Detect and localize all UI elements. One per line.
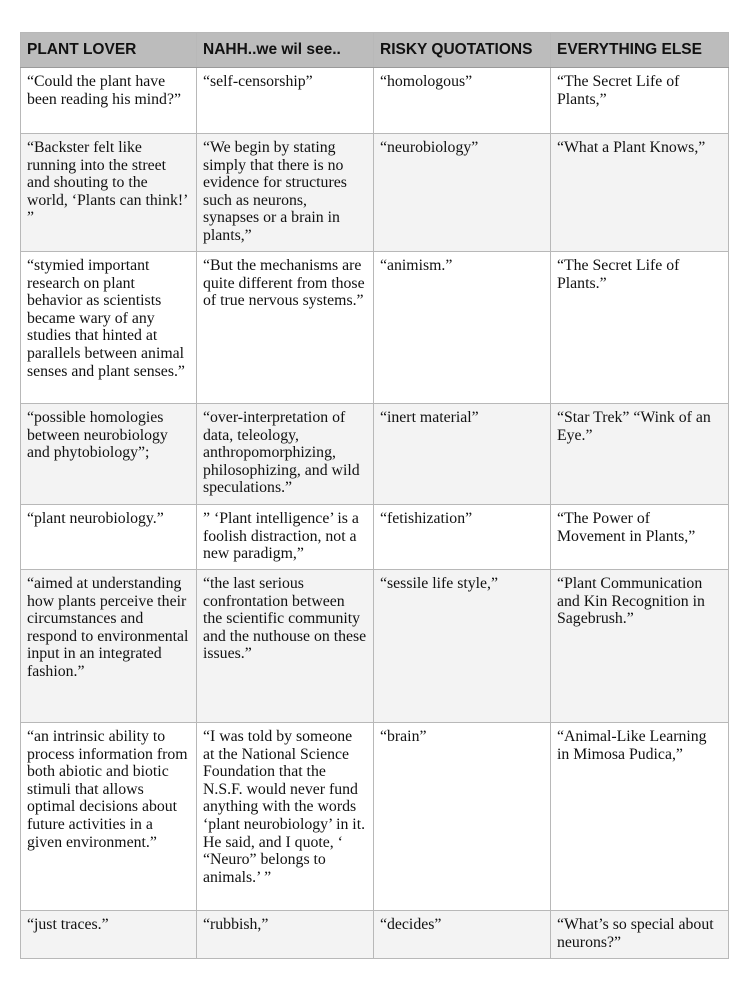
table-cell: “just traces.” — [21, 911, 197, 959]
table-row — [21, 252, 729, 404]
table-cell: “neurobiology” — [374, 134, 551, 252]
table-cell: “Could the plant have been reading his mind?” — [21, 68, 197, 134]
table-cell: “stymied important research on plant behavior as scientists became wary of any studies that hinted at parallels between animal senses and plant senses.” — [21, 252, 197, 404]
table-cell: “The Secret Life of Plants.” — [551, 252, 729, 404]
table-cell: “The Secret Life of Plants,” — [551, 68, 729, 134]
table-cell: “sessile life style,” — [374, 570, 551, 723]
table-row — [21, 723, 729, 911]
table-row — [21, 505, 729, 570]
table-cell: “Plant Communication and Kin Recognition in Sagebrush.” — [551, 570, 729, 723]
column-header-risky-quotations: RISKY QUOTATIONS — [374, 33, 551, 68]
table-cell: “aimed at understanding how plants perceive their circumstances and respond to environmental input in an integrated fashion.” — [21, 570, 197, 723]
table-cell: “fetishization” — [374, 505, 551, 570]
table-cell: “the last serious confrontation between the scientific community and the nuthouse on these issues.” — [197, 570, 374, 723]
table-cell: “The Power of Movement in Plants,” — [551, 505, 729, 570]
table-cell: “rubbish,” — [197, 911, 374, 959]
table-cell: “an intrinsic ability to process information from both abiotic and biotic stimuli that allows optimal decisions about future activities in a given environment.” — [21, 723, 197, 911]
table-row — [21, 911, 729, 959]
quotations-table — [20, 32, 729, 959]
column-header-everything-else: EVERYTHING ELSE — [551, 33, 729, 68]
table-cell: “animism.” — [374, 252, 551, 404]
table-cell: “What’s so special about neurons?” — [551, 911, 729, 959]
table-cell: “self-censorship” — [197, 68, 374, 134]
quotations-sheet — [20, 32, 728, 959]
table-cell: “What a Plant Knows,” — [551, 134, 729, 252]
table-cell: “over-interpretation of data, teleology, anthropomorphizing, philosophizing, and wild speculations.” — [197, 404, 374, 505]
table-cell: “brain” — [374, 723, 551, 911]
table-row — [21, 68, 729, 134]
table-cell: “Animal-Like Learning in Mimosa Pudica,” — [551, 723, 729, 911]
table-cell: “possible homologies between neurobiology and phytobiology”; — [21, 404, 197, 505]
table-cell: ” ‘Plant intelligence’ is a foolish distraction, not a new paradigm,” — [197, 505, 374, 570]
table-cell: “plant neurobiology.” — [21, 505, 197, 570]
column-header-plant-lover: PLANT LOVER — [21, 33, 197, 68]
table-cell: “Star Trek” “Wink of an Eye.” — [551, 404, 729, 505]
table-cell: “But the mechanisms are quite different from those of true nervous systems.” — [197, 252, 374, 404]
table-cell: “homologous” — [374, 68, 551, 134]
header-row — [21, 33, 729, 68]
table-row — [21, 570, 729, 723]
table-cell: “Backster felt like running into the street and shouting to the world, ‘Plants can think!’ ” — [21, 134, 197, 252]
table-cell: “We begin by stating simply that there is no evidence for structures such as neurons, synapses or a brain in plants,” — [197, 134, 374, 252]
table-row — [21, 404, 729, 505]
table-cell: “decides” — [374, 911, 551, 959]
table-row — [21, 134, 729, 252]
table-cell: “I was told by someone at the National Science Foundation that the N.S.F. would never fund anything with the words ‘plant neurobiology’ in it. He said, and I quote, ‘ “Neuro” belongs to animals.’ ” — [197, 723, 374, 911]
table-cell: “inert material” — [374, 404, 551, 505]
column-header-nahh: NAHH..we wil see.. — [197, 33, 374, 68]
